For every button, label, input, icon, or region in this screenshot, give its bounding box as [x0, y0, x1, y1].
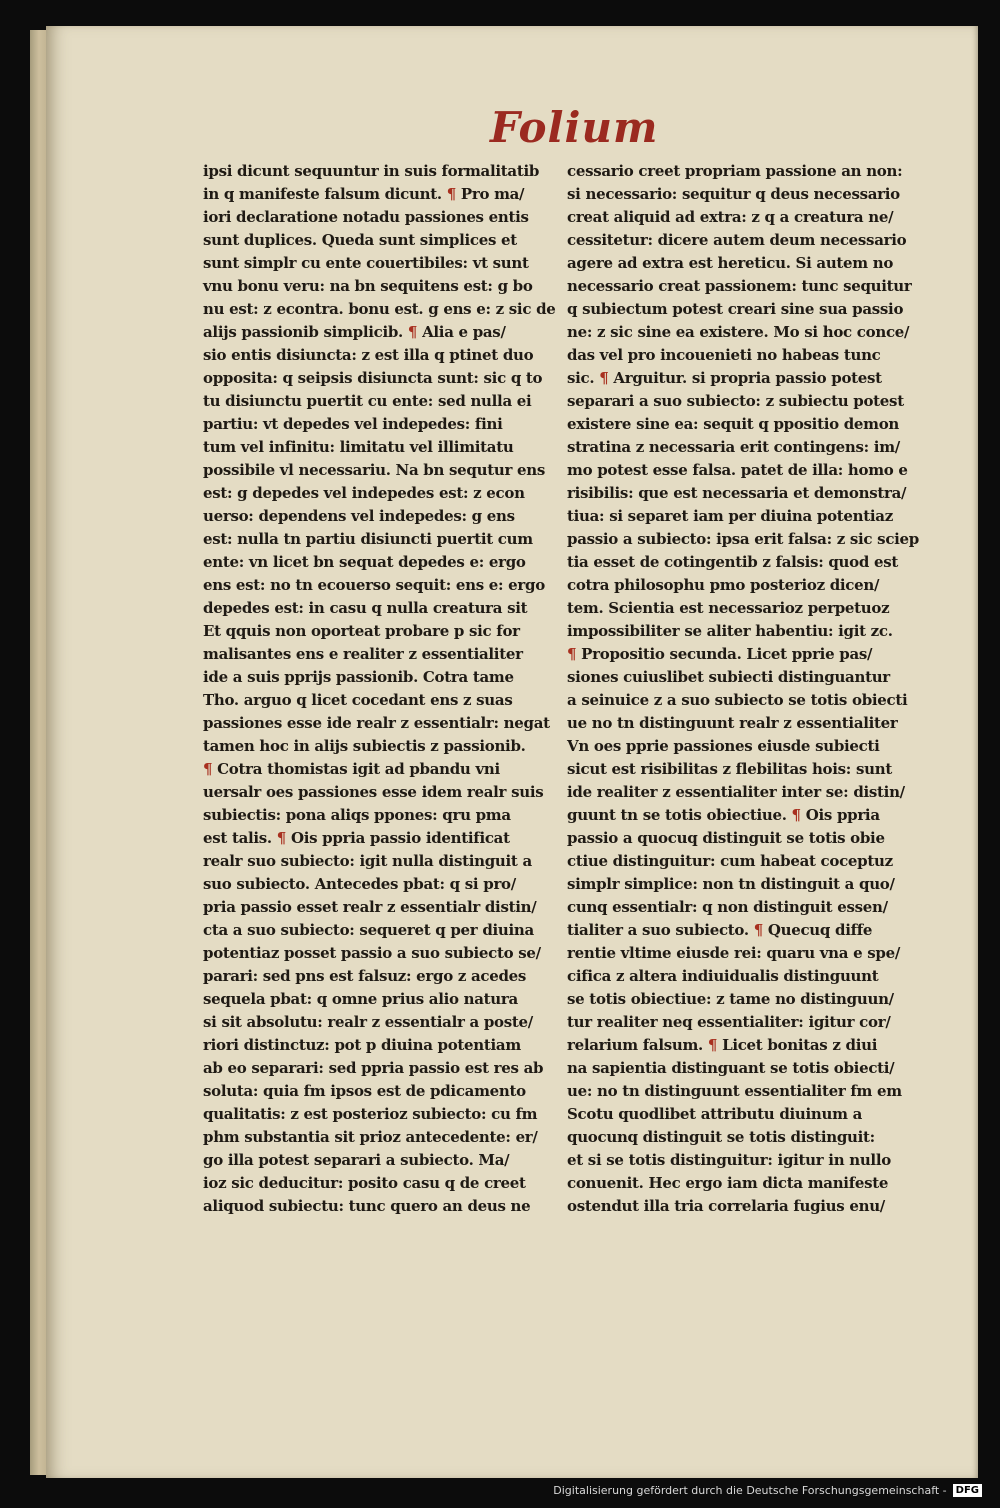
text-line: tiua: si separet iam per diuina potentiaz: [567, 507, 893, 525]
text-line: passio a quocuq distinguit se totis obie: [567, 829, 885, 847]
dfg-logo: DFG: [953, 1484, 982, 1497]
text-line: parari: sed pns est falsuz: ergo z acedes: [203, 967, 527, 985]
text-line: relarium falsum. ¶ Licet bonitas z diui: [567, 1036, 878, 1054]
text-line: ide a suis pprijs passionib. Cotra tame: [203, 668, 514, 686]
text-line: est: g depedes vel indepedes est: z econ: [203, 484, 525, 502]
paragraph-mark: ¶: [753, 921, 763, 939]
text-line: pria passio esset realr z essentialr distin/: [203, 898, 537, 916]
text-line: conuenit. Hec ergo iam dicta manifeste: [567, 1174, 889, 1192]
paragraph-mark: ¶: [599, 369, 609, 387]
text-line: qualitatis: z est posterioz subiecto: cu fm: [203, 1105, 538, 1123]
text-line: q subiectum potest creari sine sua passio: [567, 300, 904, 318]
page-heading: [490, 100, 659, 156]
right-text-column: [567, 160, 919, 1215]
page-heading-text: Folium: [490, 103, 659, 152]
text-line: a seinuice z a suo subiecto se totis obiecti: [567, 691, 908, 709]
text-line: agere ad extra est hereticu. Si autem no: [567, 254, 894, 272]
text-line: soluta: quia fm ipsos est de pdicamento: [203, 1082, 526, 1100]
text-line: Scotu quodlibet attributu diuinum a: [567, 1105, 863, 1123]
text-line: possibile vl necessariu. Na bn sequtur ens: [203, 461, 545, 479]
text-line: rentie vltime eiusde rei: quaru vna e spe/: [567, 944, 901, 962]
text-line: ostendut illa tria correlaria fugius enu/: [567, 1197, 885, 1215]
text-line: na sapientia distinguant se totis obiecti/: [567, 1059, 895, 1077]
text-line: passiones esse ide realr z essentialr: negat: [203, 714, 550, 732]
text-line: tia esset de cotingentib z falsis: quod est: [567, 553, 898, 571]
text-line: est: nulla tn partiu disiuncti puertit cum: [203, 530, 533, 548]
text-line: stratina z necessaria erit contingens: im/: [567, 438, 900, 456]
left-text-column: [203, 160, 556, 1215]
text-line: impossibiliter se aliter habentiu: igit zc.: [567, 622, 893, 640]
text-line: cessario creet propriam passione an non:: [567, 162, 903, 180]
text-line: go illa potest separari a subiecto. Ma/: [203, 1151, 510, 1169]
text-line: ente: vn licet bn sequat depedes e: ergo: [203, 553, 526, 571]
text-line: sunt simplr cu ente couertibiles: vt sunt: [203, 254, 529, 272]
text-line: passio a subiecto: ipsa erit falsa: z sic sciep: [567, 530, 919, 548]
text-line: cifica z altera indiuidualis distinguunt: [567, 967, 879, 985]
text-line: das vel pro incouenieti no habeas tunc: [567, 346, 881, 364]
text-line: nu est: z econtra. bonu est. g ens e: z sic de: [203, 300, 556, 318]
text-line: phm substantia sit prioz antecedente: er/: [203, 1128, 538, 1146]
paragraph-mark: ¶: [407, 323, 418, 341]
text-line: Et qquis non oporteat probare p sic for: [203, 622, 520, 640]
text-line: est talis. ¶ Ois ppria passio identificat: [203, 829, 510, 847]
text-line: si necessario: sequitur q deus necessario: [567, 185, 900, 203]
text-line: iori declaratione notadu passiones entis: [203, 208, 529, 226]
text-line: vnu bonu veru: na bn sequitens est: g bo: [203, 277, 533, 295]
text-line: tur realiter neq essentialiter: igitur cor/: [567, 1013, 891, 1031]
text-line: uersalr oes passiones esse idem realr suis: [203, 783, 544, 801]
text-line: ipsi dicunt sequuntur in suis formalitatib: [203, 162, 540, 180]
text-line: ne: z sic sine ea existere. Mo si hoc conce/: [567, 323, 910, 341]
digitization-credit: [553, 1480, 982, 1500]
text-line: ¶ Cotra thomistas igit ad pbandu vni: [203, 760, 500, 778]
text-line: ue no tn distinguunt realr z essentialiter: [567, 714, 898, 732]
text-line: uerso: dependens vel indepedes: g ens: [203, 507, 515, 525]
credit-text: Digitalisierung gefördert durch die Deutsche Forschungsgemeinschaft -: [553, 1483, 947, 1497]
text-line: ctiue distinguitur: cum habeat coceptuz: [567, 852, 893, 870]
text-line: separari a suo subiecto: z subiectu potest: [567, 392, 904, 410]
text-line: sequela pbat: q omne prius alio natura: [203, 990, 518, 1008]
text-line: subiectis: pona aliqs ppones: qru pma: [203, 806, 511, 824]
text-line: tem. Scientia est necessarioz perpetuoz: [567, 599, 890, 617]
text-line: simplr simplice: non tn distinguit a quo/: [567, 875, 895, 893]
text-line: guunt tn se totis obiectiue. ¶ Ois ppria: [567, 806, 880, 824]
text-line: partiu: vt depedes vel indepedes: fini: [203, 415, 503, 433]
text-line: aliquod subiectu: tunc quero an deus ne: [203, 1197, 531, 1215]
text-line: cunq essentialr: q non distinguit essen/: [567, 898, 888, 916]
text-line: potentiaz posset passio a suo subiecto se/: [203, 944, 541, 962]
text-line: ide realiter z essentialiter inter se: distin/: [567, 783, 905, 801]
text-line: opposita: q seipsis disiuncta sunt: sic q to: [203, 369, 543, 387]
text-line: ab eo separari: sed ppria passio est res ab: [203, 1059, 544, 1077]
paragraph-mark: ¶: [791, 806, 801, 824]
text-line: sicut est risibilitas z flebilitas hois: sunt: [567, 760, 892, 778]
text-line: in q manifeste falsum dicunt. ¶ Pro ma/: [203, 185, 525, 203]
paragraph-mark: ¶: [567, 645, 577, 663]
text-line: cta a suo subiecto: sequeret q per diuina: [203, 921, 534, 939]
text-line: Tho. arguo q licet cocedant ens z suas: [203, 691, 513, 709]
text-line: creat aliquid ad extra: z q a creatura ne/: [567, 208, 894, 226]
text-line: mo potest esse falsa. patet de illa: homo e: [567, 461, 908, 479]
text-line: tamen hoc in alijs subiectis z passionib.: [203, 737, 526, 755]
paragraph-mark: ¶: [203, 760, 213, 778]
text-line: ioz sic deducitur: posito casu q de creet: [203, 1174, 526, 1192]
text-line: riori distinctuz: pot p diuina potentiam: [203, 1036, 521, 1054]
text-line: cessitetur: dicere autem deum necessario: [567, 231, 907, 249]
text-line: tum vel infinitu: limitatu vel illimitatu: [203, 438, 514, 456]
text-line: sio entis disiuncta: z est illa q ptinet duo: [203, 346, 534, 364]
text-line: depedes est: in casu q nulla creatura sit: [203, 599, 528, 617]
text-line: tialiter a suo subiecto. ¶ Quecuq diffe: [567, 921, 873, 939]
text-line: tu disiunctu puertit cu ente: sed nulla ei: [203, 392, 532, 410]
text-line: se totis obiectiue: z tame no distinguun/: [567, 990, 894, 1008]
text-line: sunt duplices. Queda sunt simplices et: [203, 231, 517, 249]
paragraph-mark: ¶: [707, 1036, 718, 1054]
text-line: sic. ¶ Arguitur. si propria passio potest: [567, 369, 882, 387]
text-line: si sit absolutu: realr z essentialr a poste/: [203, 1013, 533, 1031]
text-line: siones cuiuslibet subiecti distinguantur: [567, 668, 890, 686]
text-line: malisantes ens e realiter z essentialiter: [203, 645, 523, 663]
text-line: realr suo subiecto: igit nulla distinguit a: [203, 852, 532, 870]
text-line: existere sine ea: sequit q ppositio demon: [567, 415, 900, 433]
text-line: et si se totis distinguitur: igitur in nullo: [567, 1151, 891, 1169]
text-line: risibilis: que est necessaria et demonstra/: [567, 484, 907, 502]
text-line: Vn oes pprie passiones eiusde subiecti: [567, 737, 880, 755]
text-line: quocunq distinguit se totis distinguit:: [567, 1128, 875, 1146]
text-line: ¶ Propositio secunda. Licet pprie pas/: [567, 645, 873, 663]
text-line: alijs passionib simplicib. ¶ Alia e pas/: [203, 323, 506, 341]
paragraph-mark: ¶: [446, 185, 456, 203]
text-line: ue: no tn distinguunt essentialiter fm em: [567, 1082, 902, 1100]
text-line: necessario creat passionem: tunc sequitur: [567, 277, 912, 295]
text-line: ens est: no tn ecouerso sequit: ens e: ergo: [203, 576, 545, 594]
text-line: suo subiecto. Antecedes pbat: q si pro/: [203, 875, 516, 893]
paragraph-mark: ¶: [276, 829, 287, 847]
text-line: cotra philosophu pmo posterioz dicen/: [567, 576, 880, 594]
